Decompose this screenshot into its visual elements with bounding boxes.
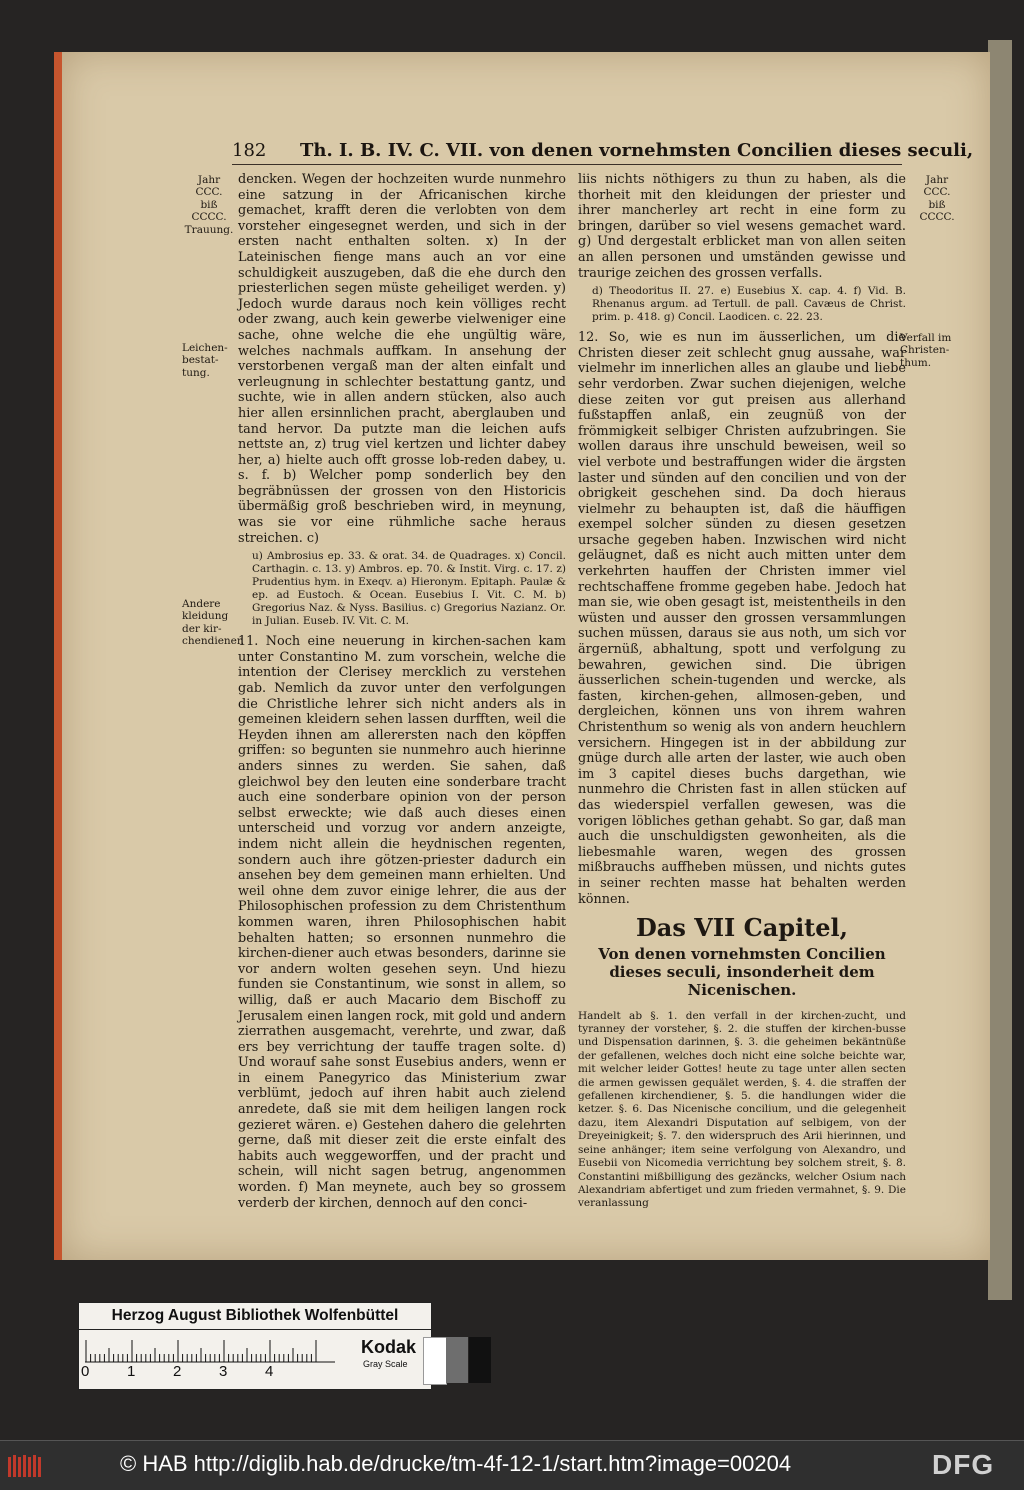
margin-note-year: Jahr CCC. biß CCCC. Trauung. — [184, 174, 234, 236]
gray-scale-label: Gray Scale — [363, 1359, 408, 1369]
ruler-number: 3 — [219, 1363, 228, 1380]
margin-note-year-right: Jahr CCC. biß CCCC. — [919, 174, 955, 224]
viewer-footer — [0, 1440, 1024, 1490]
ruler-number: 4 — [265, 1363, 274, 1380]
library-name: Herzog August Bibliothek Wolfenbüttel — [79, 1303, 431, 1330]
gray-patch-black — [469, 1337, 491, 1383]
kodak-brand: Kodak — [361, 1337, 417, 1357]
ruler-number: 1 — [127, 1363, 136, 1380]
margin-note-decline: Verfall im Christen- thum. — [900, 332, 952, 369]
paragraph: 12. So, wie es nun im äusserlichen, um die Christen dieser zeit schlecht gnug aussahe, war vielmehr im innerlichen alles an glaube und liebe sehr verdorben. Zwar suchen diejenigen, welche diese zeiten vor gut preisen aus allerhand fußstapffen anlaß, ein zeugnüß von der frömmigkeit selbiger Christen aufzubringen. Sie wollen daraus ihre unschuld beweisen, weil so viel verbote und bestraffungen wider die ärgsten laster und sünden auf den concilien und von der obrigkeit geschehen sind. Da doch hieraus vielmehr zu behaupten ist, daß die häuffigen exempel solcher sünden zu diesen gesetzen ursache gegeben haben. Inzwischen wird nicht geläugnet, daß es nicht auch mitten unter dem verkehrten hauffen der Christen immer viel rechtschaffene fromme gegeben habe. Jedoch hat man sie, wie oben gesagt ist, meistentheils in den wüsten und ausser den grossen versammlungen suchen müssen, daraus sie aus noth, um sich vor ärgernüß, abhaltung, spott und verfolgung zu bewahren, gewichen sind. Die übrigen äusserlichen schein-tugenden und wercke, als fasten, kirchen-gehen, allmosen-geben, und dergleichen, können uns von ihrem wahren Christenthum so wenig als von andern heuchlern versichern. Hingegen ist in der abbildung zur gnüge durch alle arten der laster, wie auch oben im 3 capitel dieses buchs dargethan, wie nunmehro die Christen fast in allen stücken auf das wiederspiel verfallen gewesen, was die vorigen löbliches gethan gehabt. So gar, daß man auch die unschuldigsten gewonheiten, als die liebesmahle waren, wegen des grossen mißbrauchs auffheben müssen, und nichts gutes in seiner rechten masse hat behalten werden können. — [578, 330, 906, 907]
page-number: 182 — [232, 140, 267, 161]
footnotes: d) Theodoritus II. 27. e) Eusebius X. cap. 4. f) Vid. B. Rhenanus argum. ad Tertull. de pall. Cavæus de Christ. prim. p. 418. g) Concil. Laodicen. c. 22. 23. — [592, 285, 906, 324]
copyright-link[interactable]: © HAB http://diglib.hab.de/drucke/tm-4f-12-1/start.htm?image=00204 — [120, 1451, 792, 1476]
color-target-card — [78, 1302, 432, 1390]
margin-note-burial: Leichen- bestat- tung. — [182, 342, 228, 379]
footnotes: u) Ambrosius ep. 33. & orat. 34. de Quadrages. x) Concil. Carthagin. c. 13. y) Ambros. ep. 70. & Instit. Virg. c. 17. z) Prudentius hym. in Exeqv. a) Hieronym. Epitaph. Paulæ & ep. ad Eustoch. & Ocean. Eusebius I. Vit. C. M. b) Gregorius Naz. & Nyss. Basilius. c) Gregorius Nazianz. Or. in Julian. Euseb. IV. Vit. C. M. — [252, 550, 566, 628]
ruler-numbers — [81, 1363, 351, 1383]
left-text-column — [238, 172, 566, 1211]
running-title: Th. I. B. IV. C. VII. von denen vornehmsten Concilien dieses seculi, — [300, 140, 974, 161]
chapter-title: Das VII Capitel, — [635, 913, 849, 943]
next-page-edge — [988, 40, 1012, 1300]
margin-note-clothing: Andere kleidung der kir- chendiener. — [182, 598, 245, 648]
gray-patch-white — [423, 1337, 447, 1385]
ruler-scale — [85, 1335, 335, 1363]
right-text-column — [578, 172, 906, 1210]
gray-patches — [423, 1337, 493, 1383]
ruler-number: 0 — [81, 1363, 90, 1380]
paragraph: dencken. Wegen der hochzeiten wurde nunmehro eine satzung in der Africanischen kirche gemachet, krafft deren die verlobten von dem vorsteher eingesegnet werden, und sich in der ersten nacht enthalten solten. x) In der Lateinischen fienge mans auch an vor eine schuldigkeit auszugeben, daß die ehe durch den priesterlichen segen müste geheiliget werden. y) Jedoch wurde daraus noch kein völliges recht oder zwang, auch kein gewerbe vielweniger eine sache, ohne welche die ehe ungültig wäre, welches nachmals auffkam. In ansehung der verstorbenen vergaß man der alten einfalt und verleugnung in schlechter bestattung gantz, und suchte, wie in allen andern stücken, also auch hier allen ersinnlichen pracht, aberglauben und tand hervor. Da putzte man die leichen aufs nettste an, z) trug viel kertzen und lichter dabey her, a) hielte auch offt grosse lob-reden dabey, u. s. f. b) Welcher pomp sonderlich bey den begräbnüssen der grossen von den Historicis übermäßig groß beschrieben wird, in meynung, was sie vor eine rühmliche sache heraus streichen. c) — [238, 172, 566, 546]
dfg-logo[interactable]: DFG — [932, 1449, 995, 1480]
paragraph: liis nichts nöthigers zu thun zu haben, als die thorheit mit den kleidungen der priester und ihrer mancherley art recht in eine form zu bringen, darüber so viel wesens gemachet ward. g) Und dergestalt erblicket man von allen seiten an allen personen und umständen gewisse und traurige zeichen des grossen verfalls. — [578, 172, 906, 281]
library-logo-icon[interactable] — [6, 1451, 46, 1481]
paragraph: 11. Noch eine neuerung in kirchen-sachen kam unter Constantino M. zum vorschein, welche die intention der Clerisey mercklich zu verstehen gab. Nemlich da zuvor unter den verfolgungen die Christliche lehrer sich nicht anders als in gemeinen kleidern sehen lassen durfften, weil die Heyden ihnen am allerersten nach den köpffen griffen: so begunten sie nunmehro auch hierinne anders sinnes zu werden. Sie sahen, daß gleichwol bey den leuten eine sonderbare tracht auch eine sonderbare opinion von der person selbst erweckte; wie daß auch dieses einen unterscheid und vorzug vor andern anzeigte, indem nicht allein die heydnischen regenten, sondern auch ihre götzen-priester dadurch ein ansehen bey dem gemeinen mann erhielten. Und weil ohne dem zuvor einige lehrer, die aus der Philosophischen profession zu dem Christenthum kommen waren, ihren Philosophischen habit behalten hatten; so ersonnen nunmehro die kirchen-diener auch etwas besonders, darinne sie vor andern wolten gesehen seyn. Und hiezu funden sie Constantinum, wie sonst in allem, so willig, daß er auch Macario dem Bischoff zu Jerusalem einen langen rock, mit gold und andern zierrathen ausgemacht, verehrte, und zwar, daß ers bey verrichtung der tauffe tragen solte. d) Und worauf sahe sonst Eusebius anders, wenn er in einem Panegyrico das Ministerium zwar verblümt, jedoch auf ihren habit auch zielend anredete, daß sie mit dem heiligen langen rock gezieret wären. e) Gestehen dahero die gelehrten gerne, daß mit dieser zeit die erste einfalt des habits auch weggeworffen, und der pracht und schein, will nicht sagen betrug, angenommen worden. f) Man meynete, auch bey so grossem verderb der kirchen, dennoch auf den conci- — [238, 634, 566, 1211]
header-rule — [232, 164, 902, 165]
chapter-summary: Handelt ab §. 1. den verfall in der kirchen-zucht, und tyranney der vorsteher, §. 2. die stuffen der kirchen-busse und Dispensation darinnen, §. 3. die geheimen bekäntnüße der gefallenen, welches doch nicht eine solche beichte war, mit welcher leider Gottes! heute zu tage unter allen secten die armen gewissen gequälet werden, §. 4. die straffen der gefallenen kirchendiener, §. 5. die handlungen wider die ketzer. §. 6. Das Nicenische concilium, und die gelegenheit dazu, item Alexandri Disputation auf selbigem, von der Dreyeinigkeit; §. 7. den widerspruch des Arii hierinnen, und seine anhänger; item seine verfolgung von Alexandro, und Eusebii von Nicomedia verrichtung bey solchem streit, §. 8. Constantini mißbilligung des gezäncks, welcher Osium nach Alexandriam abfertiget und zum frieden vermahnet, §. 9. Die veranlassung — [578, 1009, 906, 1210]
gray-patch-mid — [446, 1337, 468, 1383]
ruler-number: 2 — [173, 1363, 182, 1380]
chapter-subtitle: Von denen vornehmsten Concilien dieses seculi, insonderheit dem Nicenischen. — [598, 945, 886, 1000]
